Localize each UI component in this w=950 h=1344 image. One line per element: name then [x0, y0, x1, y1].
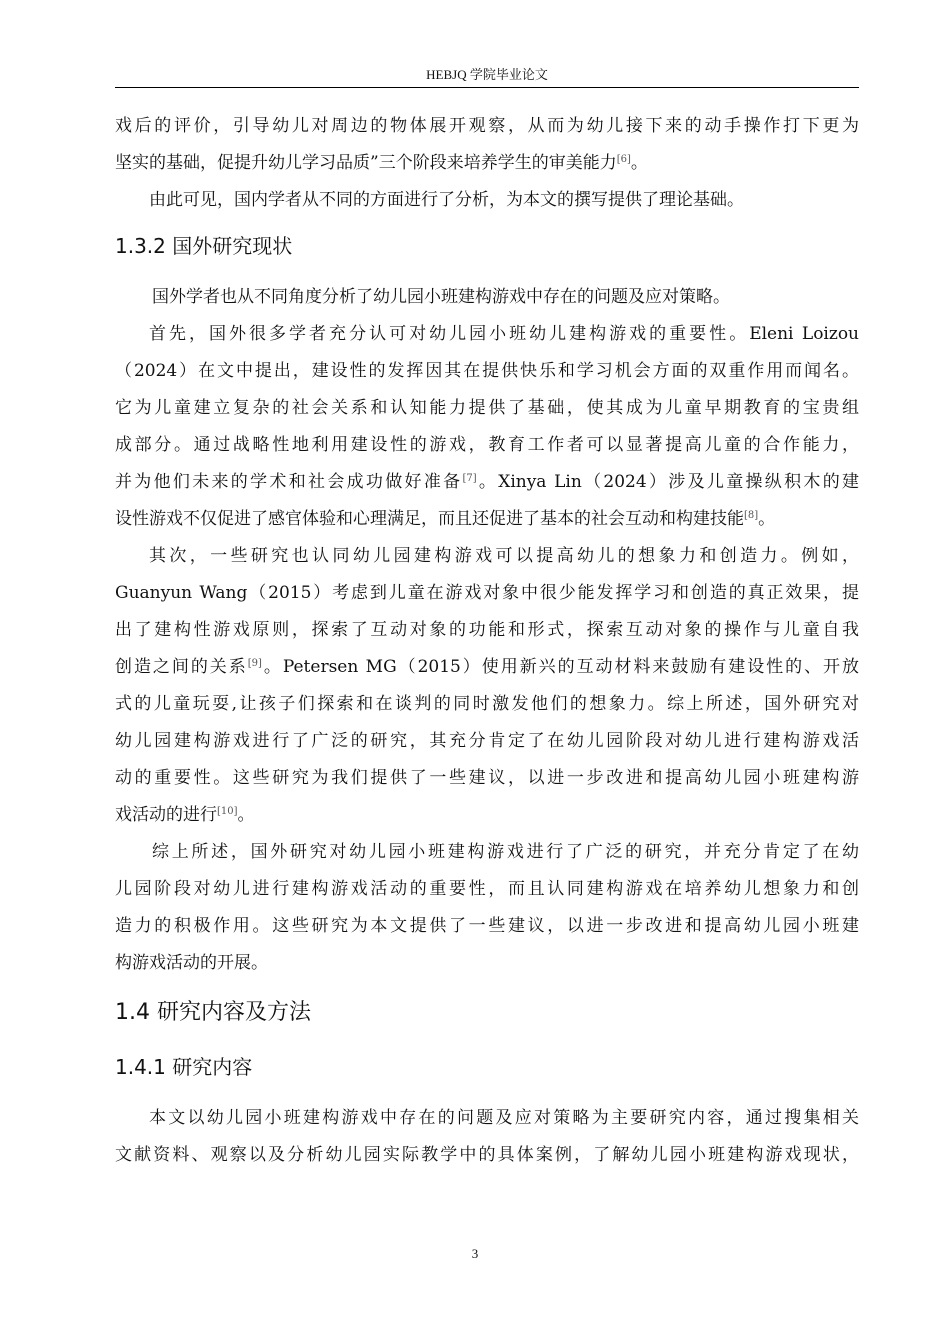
page-body	[115, 108, 859, 1174]
line-text: 。Petersen MG（2015）使用新兴的互动材料来鼓励有建设性的、开放	[261, 657, 860, 677]
line-text: 其次，一些研究也认同幼儿园建构游戏可以提高幼儿的想象力和创造力。例如，	[149, 546, 859, 566]
line-text: 创造之间的关系	[115, 657, 248, 677]
citation-reference[interactable]: [10]	[217, 806, 238, 817]
paragraph	[115, 182, 859, 219]
text-line	[115, 575, 859, 612]
paragraph	[115, 279, 859, 316]
paragraph	[115, 108, 859, 182]
line-text: 首先，国外很多学者充分认可对幼儿园小班幼儿建构游戏的重要性。Eleni Loizou	[149, 324, 859, 344]
text-line	[115, 145, 859, 182]
text-line	[115, 1100, 859, 1137]
text-line	[115, 279, 859, 316]
text-line	[115, 649, 859, 686]
text-line	[115, 760, 859, 797]
citation-reference[interactable]: [9]	[247, 658, 262, 669]
section-heading: 1.4.1 研究内容	[115, 1055, 253, 1079]
page-number: 3	[471, 1246, 479, 1261]
text-line	[115, 353, 859, 390]
line-text: 幼儿园建构游戏进行了广泛的研究，其充分肯定了在幼儿园阶段对幼儿进行建构游戏活	[115, 731, 859, 751]
paragraph	[115, 1100, 859, 1174]
line-text: 坚实的基础，促提升幼儿学习品质”三个阶段来培养学生的审美能力	[115, 153, 617, 173]
line-text: 动的重要性。这些研究为我们提供了一些建议，以进一步改进和提高幼儿园小班建构游	[115, 768, 859, 788]
line-text: 戏活动的进行	[115, 805, 217, 825]
text-line	[115, 908, 859, 945]
line-text: Guanyun Wang（2015）考虑到儿童在游戏对象中很少能发挥学习和创造的真正效果，提	[115, 583, 859, 603]
line-text: （2024）在文中提出，建设性的发挥因其在提供快乐和学习机会方面的双重作用而闻名。	[115, 361, 859, 381]
line-text: 。	[630, 153, 648, 173]
text-line	[115, 612, 859, 649]
text-line	[115, 501, 859, 538]
citation-reference[interactable]: [8]	[744, 510, 759, 521]
line-text: 由此可见，国内学者从不同的方面进行了分析，为本文的撰写提供了理论基础。	[149, 190, 744, 210]
line-text: 文献资料、观察以及分析幼儿园实际教学中的具体案例，了解幼儿园小班建构游戏现状，	[115, 1145, 859, 1165]
line-text: 。	[758, 509, 776, 529]
text-line	[115, 464, 859, 501]
header-rule	[115, 87, 859, 88]
text-line	[115, 723, 859, 760]
paragraph	[115, 834, 859, 982]
running-header: HEBJQ 学院毕业论文	[426, 67, 548, 82]
text-line	[115, 316, 859, 353]
citation-reference[interactable]: [6]	[616, 154, 631, 165]
line-text: 设性游戏不仅促进了感官体验和心理满足，而且还促进了基本的社会互动和构建技能	[115, 509, 744, 529]
paragraph	[115, 538, 859, 834]
line-text: 成部分。通过战略性地利用建设性的游戏，教育工作者可以显著提高儿童的合作能力，	[115, 435, 859, 455]
text-line	[115, 797, 859, 834]
text-line	[115, 871, 859, 908]
line-text: 出了建构性游戏原则，探索了互动对象的功能和形式，探索互动对象的操作与儿童自我	[115, 620, 859, 640]
line-text: 戏后的评价，引导幼儿对周边的物体展开观察，从而为幼儿接下来的动手操作打下更为	[115, 116, 859, 136]
line-text: 。	[237, 805, 255, 825]
line-text: 。Xinya Lin（2024）涉及儿童操纵积木的建	[476, 472, 860, 492]
text-line	[115, 108, 859, 145]
line-text: 儿园阶段对幼儿进行建构游戏活动的重要性，而且认同建构游戏在培养幼儿想象力和创	[115, 879, 859, 899]
section-heading: 1.4 研究内容及方法	[115, 1000, 311, 1025]
line-text: 综上所述，国外研究对幼儿园小班建构游戏进行了广泛的研究，并充分肯定了在幼	[152, 842, 859, 862]
text-line	[115, 1137, 859, 1174]
text-line	[115, 945, 859, 982]
section-heading: 1.3.2 国外研究现状	[115, 234, 293, 258]
text-line	[115, 538, 859, 575]
text-line	[115, 390, 859, 427]
paragraph	[115, 316, 859, 538]
text-line	[115, 834, 859, 871]
line-text: 构游戏活动的开展。	[115, 953, 268, 973]
line-text: 国外学者也从不同角度分析了幼儿园小班建构游戏中存在的问题及应对策略。	[152, 287, 730, 307]
line-text: 它为儿童建立复杂的社会关系和认知能力提供了基础，使其成为儿童早期教育的宝贵组	[115, 398, 859, 418]
citation-reference[interactable]: [7]	[462, 473, 477, 484]
text-line	[115, 686, 859, 723]
line-text: 造力的积极作用。这些研究为本文提供了一些建议，以进一步改进和提高幼儿园小班建	[115, 916, 859, 936]
text-line	[115, 182, 859, 219]
line-text: 本文以幼儿园小班建构游戏中存在的问题及应对策略为主要研究内容，通过搜集相关	[149, 1108, 859, 1128]
line-text: 并为他们未来的学术和社会成功做好准备	[115, 472, 463, 492]
line-text: 式的儿童玩耍,让孩子们探索和在谈判的同时激发他们的想象力。综上所述，国外研究对	[115, 694, 859, 714]
text-line	[115, 427, 859, 464]
